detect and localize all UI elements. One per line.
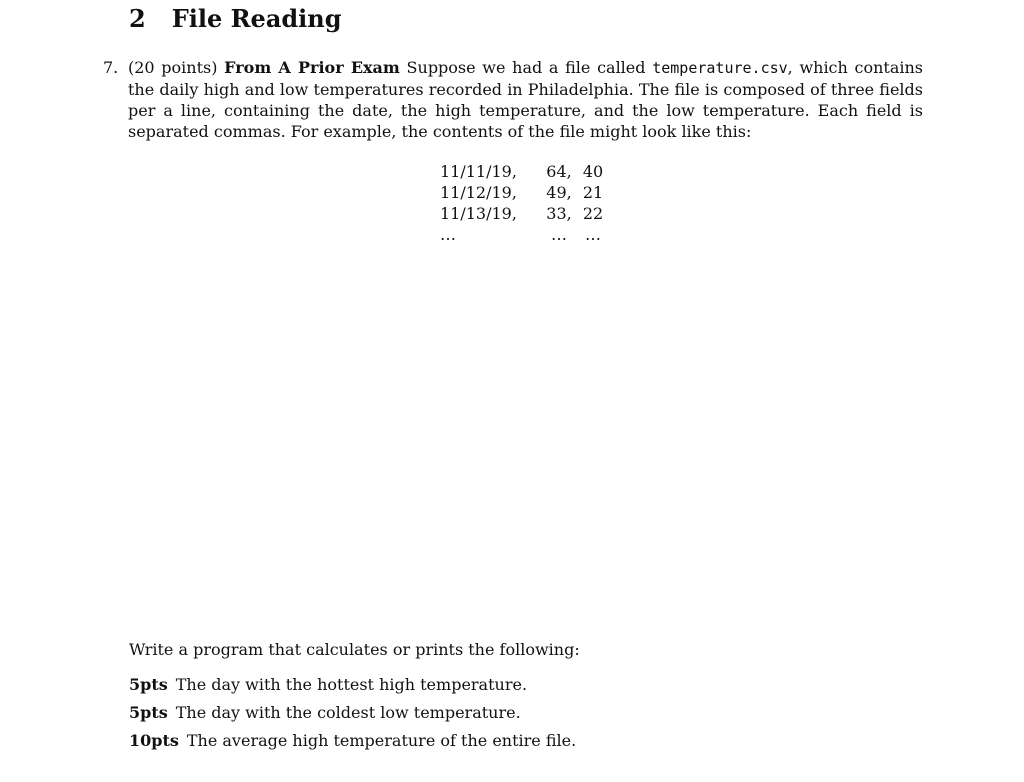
high-cell: 49, <box>546 183 572 202</box>
problem-statement <box>103 57 923 142</box>
date-cell: 11/12/19, <box>440 183 517 202</box>
list-item <box>129 730 576 758</box>
low-cell: 22 <box>582 204 604 223</box>
task-text: The day with the coldest low temperature. <box>175 703 521 722</box>
task-points: 5pts <box>129 703 168 722</box>
task-list <box>129 674 576 758</box>
list-item <box>129 674 576 702</box>
high-cell: … <box>551 225 567 244</box>
table-row <box>440 161 604 182</box>
date-cell: … <box>440 225 456 244</box>
low-cell: … <box>585 225 601 244</box>
task-points: 10pts <box>129 731 179 750</box>
problem-text-rest: , which contains the daily high and low temperatures recorded in Philadelphia. The file is composed of three fields per a line, containing the date, the high temperature, and the low temperature. Each field is separated commas. For example, the contents of the file might look like this: <box>128 58 924 141</box>
problem-filename: temperature.csv <box>652 59 788 77</box>
low-cell: 40 <box>582 162 604 181</box>
date-cell: 11/11/19, <box>440 162 517 181</box>
instructions-text: Write a program that calculates or prints the following: <box>129 640 580 659</box>
section-heading <box>129 4 342 33</box>
problem-text-intro: Suppose we had a file called <box>406 58 646 77</box>
section-title: File Reading <box>171 4 342 33</box>
problem-points: (20 points) <box>128 58 218 77</box>
task-text: The average high temperature of the entire file. <box>186 731 577 750</box>
task-text: The day with the hottest high temperature. <box>175 675 528 694</box>
csv-example-table <box>440 161 604 245</box>
low-cell: 21 <box>582 183 604 202</box>
table-row <box>440 203 604 224</box>
table-row <box>440 224 604 245</box>
problem-label: From A Prior Exam <box>224 58 400 77</box>
high-cell: 33, <box>546 204 572 223</box>
high-cell: 64, <box>546 162 572 181</box>
task-points: 5pts <box>129 675 168 694</box>
date-cell: 11/13/19, <box>440 204 517 223</box>
list-item <box>129 702 576 730</box>
section-number: 2 <box>129 4 146 33</box>
problem-body <box>128 57 923 142</box>
table-row <box>440 182 604 203</box>
problem-number: 7. <box>103 58 119 77</box>
